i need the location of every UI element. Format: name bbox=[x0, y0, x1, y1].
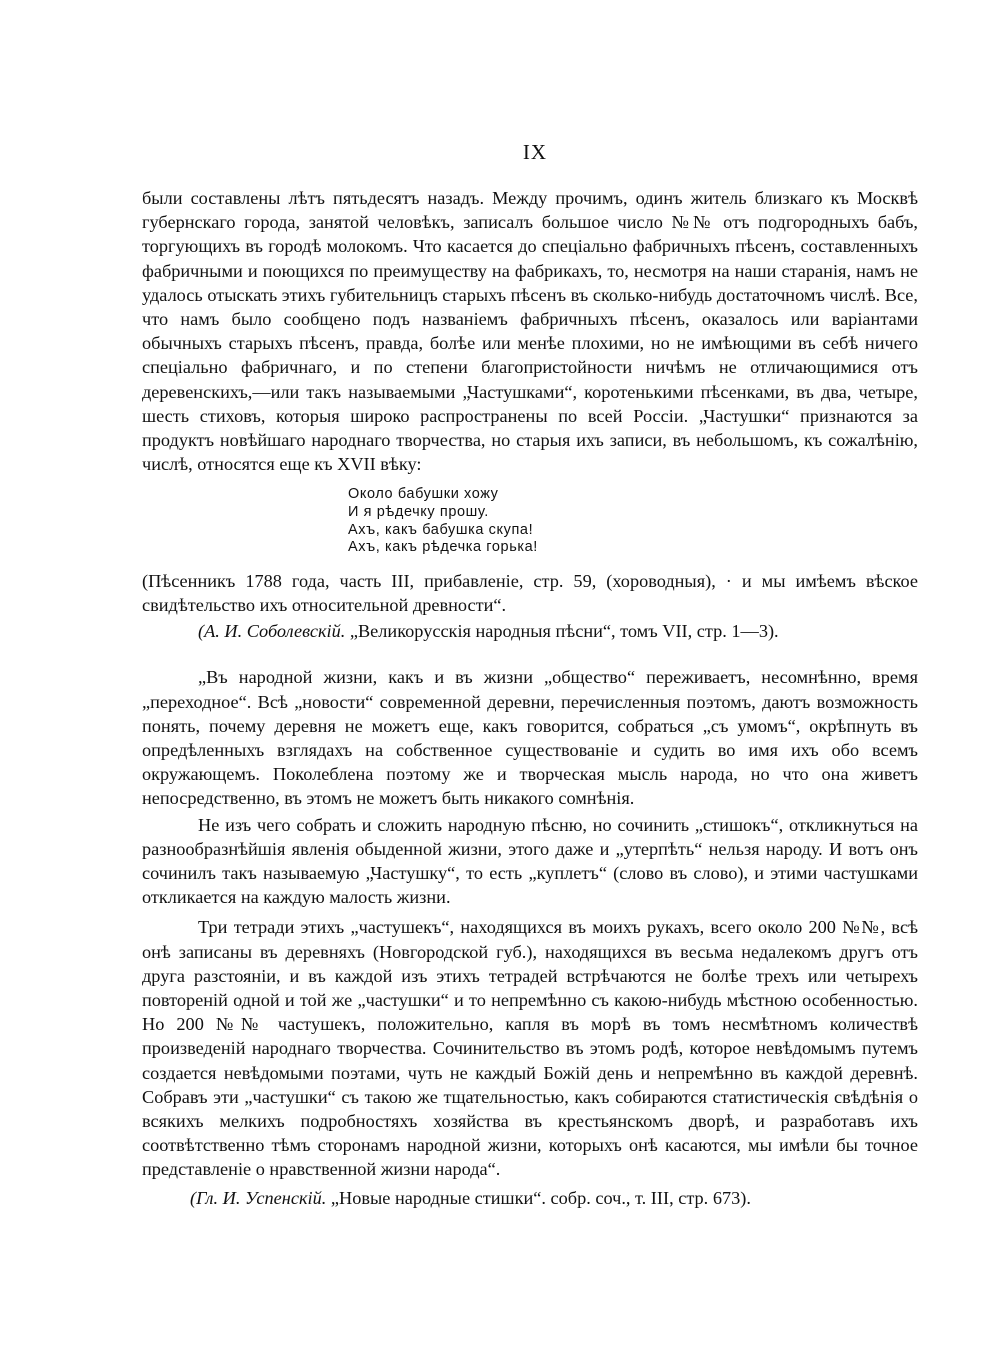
paragraph-quote-part1: „Въ народной жизни, какъ и въ жизни „общество“ переживаетъ, несомнѣнно, время „переходное“. Всѣ „новости“ современной деревни, перечисленныя поэтомъ, даютъ возможность понять, почему деревня не можетъ еще, какъ говорится, собраться „съ умомъ“, окрѣпнуть въ опредѣленныхъ взглядахъ на собственное существованіе и судить во имя ихъ обо всемъ окружающемъ. Поколеблена поэтому же и творческая мысль народа, но что она живетъ непосредственно, въ этомъ не можетъ быть никакого сомнѣнія. bbox=[142, 667, 918, 809]
citation-title: „Великорусскія народныя пѣсни“, томъ VII, стр. 1—3). bbox=[345, 621, 779, 642]
page-number: IX bbox=[522, 140, 548, 164]
paragraph-songbook-note: (Пѣсенникъ 1788 года, часть III, прибавленіе, стр. 59, (хороводныя), · и мы имѣемъ вѣское свидѣтельство ихъ относительной древности“. bbox=[142, 570, 918, 616]
paragraph-intro: были составлены лѣтъ пятьдесятъ назадъ. Между прочимъ, одинъ житель близкаго къ Москвѣ губернскаго города, занятой человѣкъ, записалъ большое число №№ отъ подгородныхъ бабъ, торгующихъ въ городѣ молокомъ. Что касается до спеціально фабричныхъ пѣсенъ, составленныхъ фабричными и поющихся по преимуществу на фабрикахъ, то, несмотря на наши старанія, намъ не удалось отыскать этихъ губительницъ старыхъ пѣсенъ въ сколько-нибудь достаточномъ числѣ. Все, что намъ было сообщено подъ названіемъ фабричныхъ пѣсенъ, оказалось или варіантами обычныхъ старыхъ пѣсенъ, правда, болѣе или менѣе плохими, но не имѣющими въ себѣ ничего спеціально фабричнаго, и по степени благопристойности ничѣмъ не отличающимися отъ деревенскихъ,—или такъ называемыми „Частушками“, коротенькими пѣсенками, въ два, четыре, шесть стиховъ, которыя широко распространены по всей Россіи. „Частушки“ признаются за продуктъ новѣйшаго народнаго творчества, но старыя ихъ записи, въ небольшомъ, къ сожалѣнію, числѣ, относятся еще къ XVII вѣку: bbox=[142, 188, 918, 475]
citation-author: (А. И. Соболевскій. bbox=[198, 621, 346, 642]
paragraph-quote-part3: Три тетради этихъ „частушекъ“, находящихся въ моихъ рукахъ, всего около 200 №№, всѣ онѣ записаны въ деревняхъ (Новгородской губ.), находящихся въ весьма недалекомъ другъ отъ друга разстояніи, и въ каждой изъ этихъ тетрадей встрѣчаются не болѣе трехъ или четырехъ повтореній одной и той же „частушки“ и то непремѣнно съ какою-нибудь мѣстною особенностью. Но 200 №№ частушекъ, положительно, капля въ морѣ въ томъ несмѣтномъ количествѣ произведеній народнаго творчества. Сочинительство въ этомъ родѣ, которое невѣдомымъ путемъ создается невѣдомыми поэтами, чуть не каждый Божій день и непремѣнно въ каждой деревнѣ. Собравъ эти „частушки“ съ такою же тщательностью, какъ собираются статистическія свѣдѣнія о всякихъ мелкихъ подробностяхъ хозяйства въ крестьянскомъ дворѣ, и разработавъ ихъ соотвѣтственно тѣмъ сторонамъ народной жизни, которыхъ онѣ касаются, мы имѣли бы точное представленіе о нравственной жизни народа“. bbox=[142, 917, 918, 1180]
citation-uspensky bbox=[142, 1186, 918, 1210]
paragraph-quote-part2: Не изъ чего собрать и сложить народную пѣсню, но сочинить „стишокъ“, откликнуться на разнообразнѣйшія явленія обыденной жизни, этого даже и „утерпѣть“ нельзя народу. И вотъ онъ сочинилъ такъ называемую „Частушку“, то есть „куплетъ“ (слово въ слово), и этими частушками откликается на каждую малость жизни. bbox=[142, 814, 918, 908]
verse-line: Ахъ, какъ бабушка скупа! bbox=[348, 521, 534, 538]
citation-title: „Новые народные стишки“. собр. соч., т. III, стр. 673). bbox=[326, 1187, 751, 1208]
verse-line: И я рѣдечку прошу. bbox=[348, 504, 489, 521]
section-spacer bbox=[142, 643, 918, 665]
chastushka-verse bbox=[348, 486, 918, 556]
citation-author: (Гл. И. Успенскій. bbox=[190, 1187, 327, 1208]
verse-line: Около бабушки хожу bbox=[348, 486, 499, 503]
citation-sobolevsky bbox=[142, 619, 918, 643]
page-body bbox=[142, 186, 918, 1210]
verse-line: Ахъ, какъ рѣдечка горька! bbox=[348, 539, 538, 556]
